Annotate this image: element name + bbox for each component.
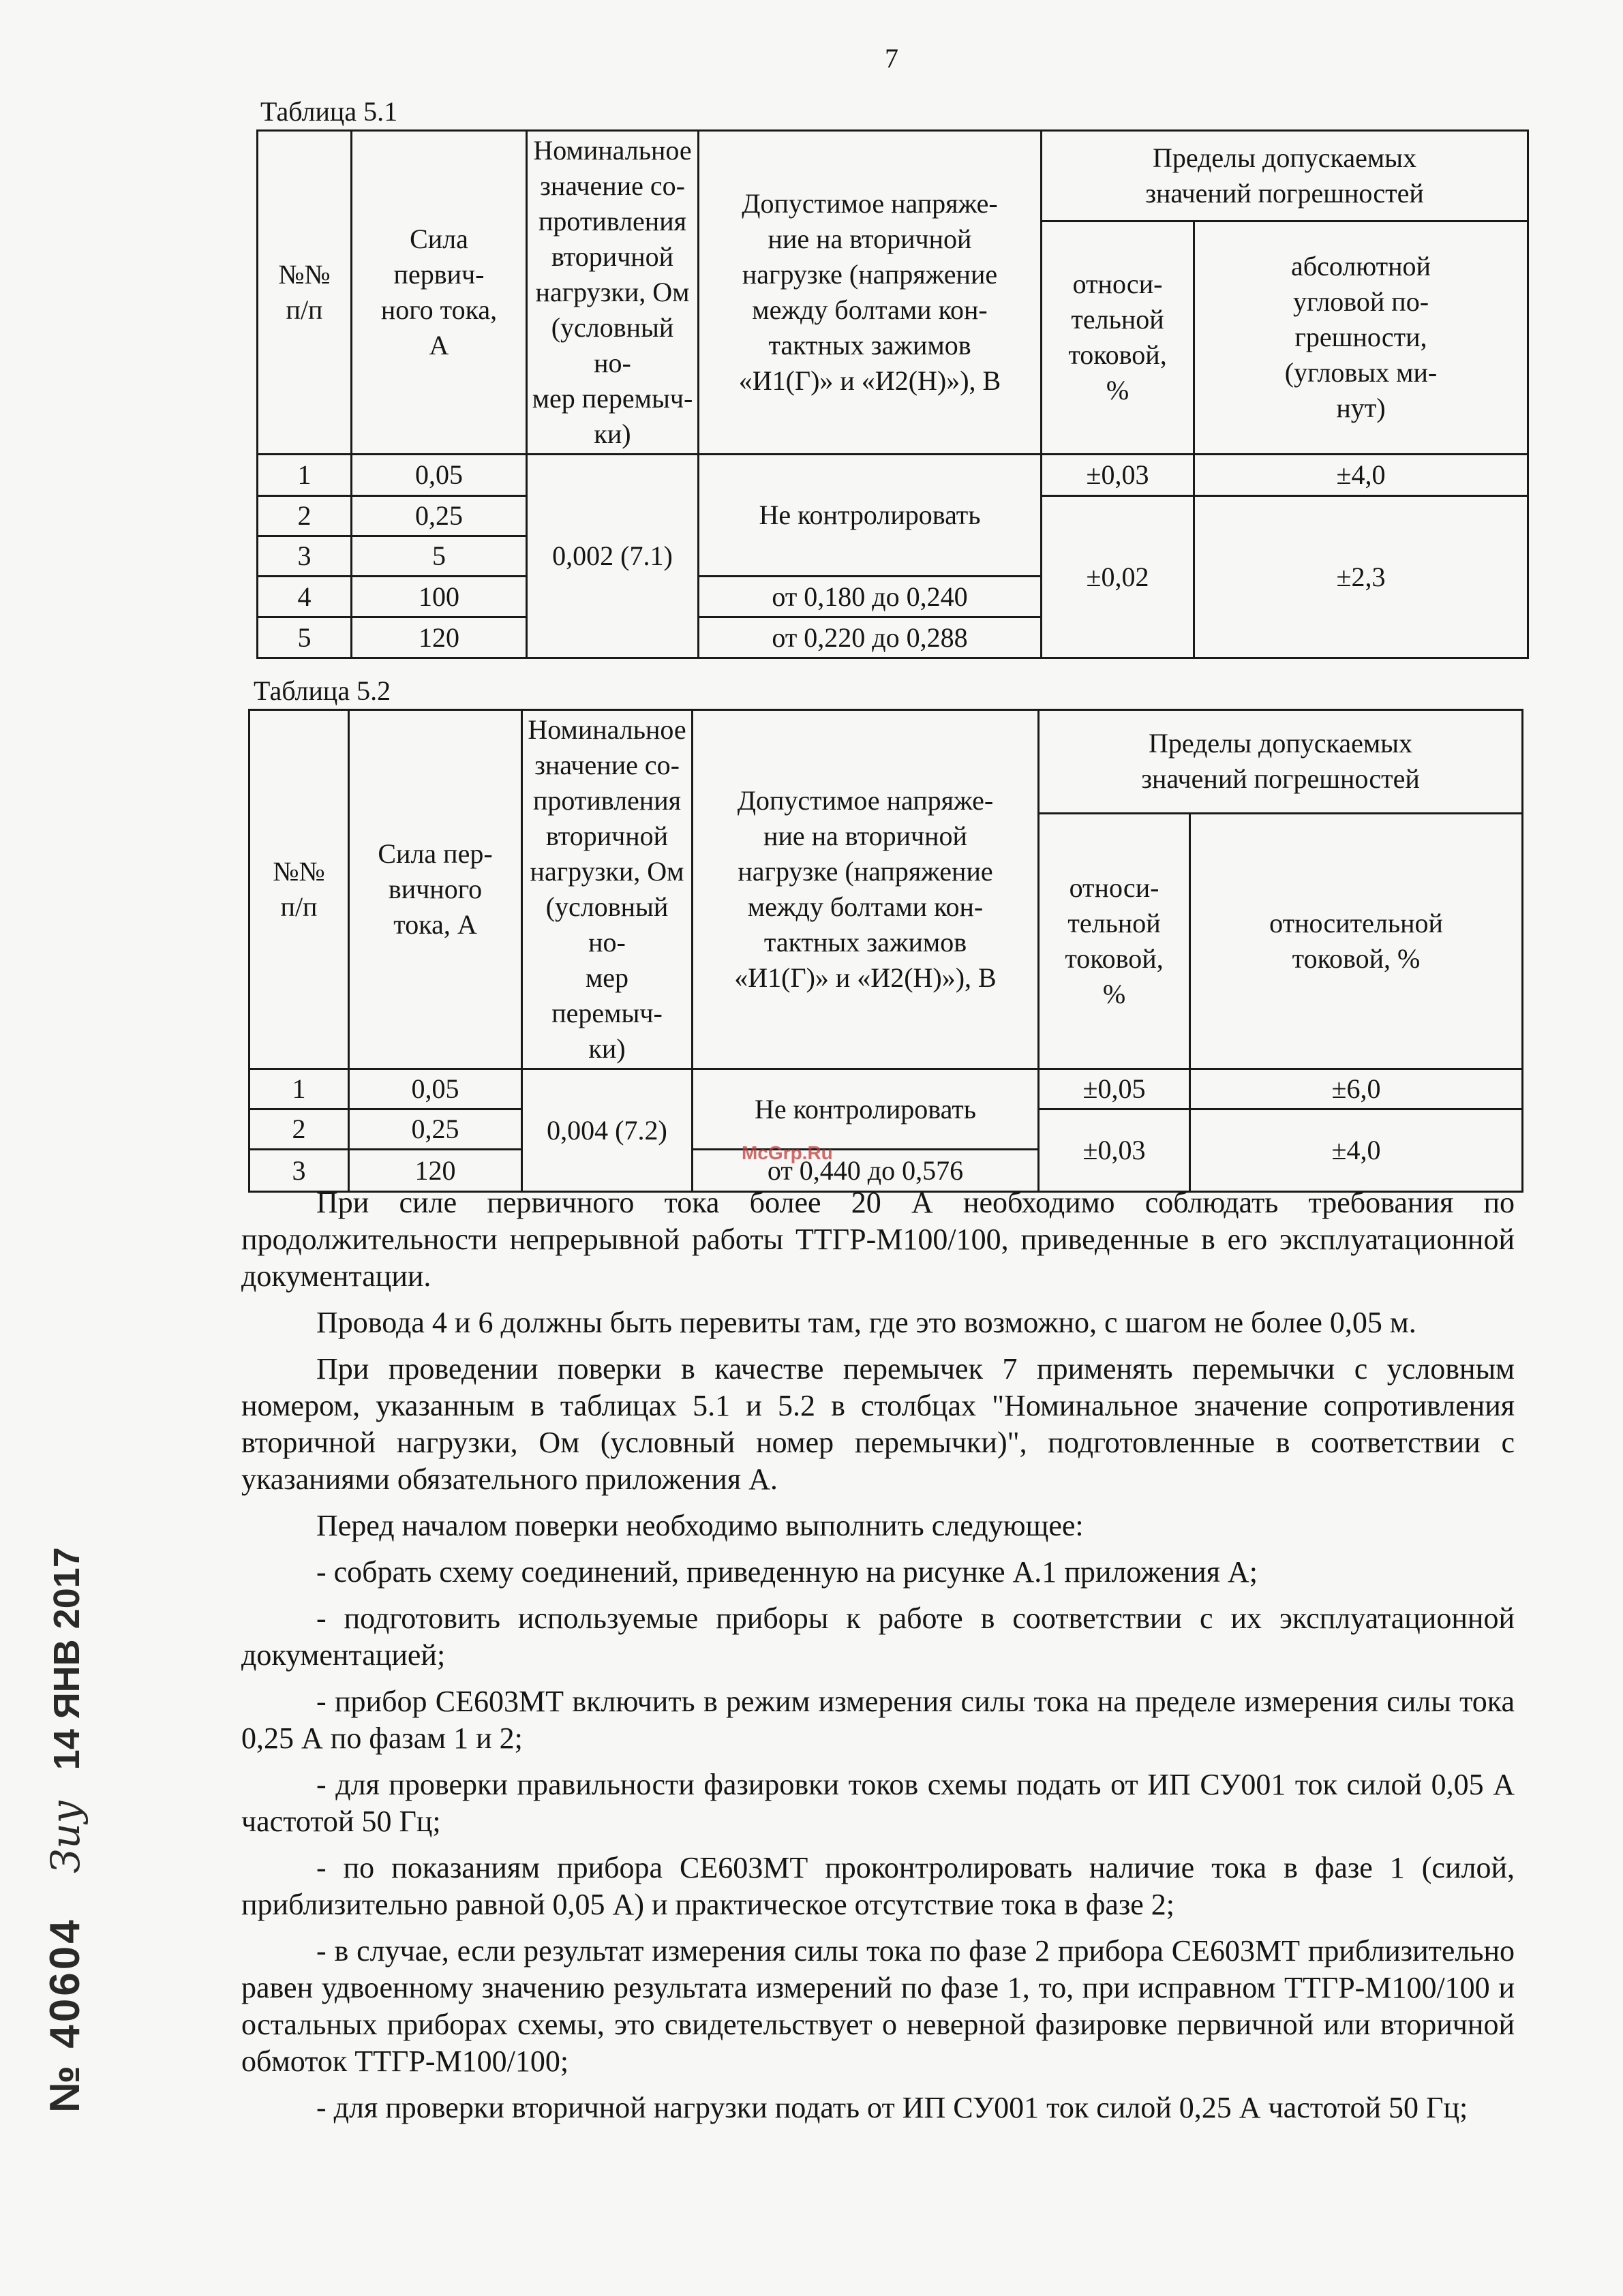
t2-row3-num: 3 <box>249 1150 349 1192</box>
t1-header-voltage: Допустимое напряже- ние на вторичной нагрузке (напряжение между болтами кон- тактных зажимов «И1(Г)» и «И2(Н)»), В <box>699 131 1042 455</box>
t1-header-relative: относи- тельной токовой, % <box>1042 221 1194 454</box>
body-text <box>241 1184 1515 2136</box>
list-item-2: - подготовить используемые приборы к работе в соответствии с их эксплуатационной документацией; <box>241 1602 1515 1672</box>
t1-voltage-not-controlled: Не контролировать <box>699 455 1042 577</box>
t1-row4-num: 4 <box>258 577 352 617</box>
t1-row4-current: 100 <box>352 577 527 617</box>
t1-abs-2: ±2,3 <box>1194 496 1528 658</box>
stamp-number: № 40604 <box>42 1917 89 2113</box>
t2-resistance-value: 0,004 (7.2) <box>522 1069 693 1192</box>
page-number: 7 <box>885 43 898 74</box>
table1 <box>256 129 1529 659</box>
t1-header-limits: Пределы допускаемых значений погрешностей <box>1042 131 1528 221</box>
t2-row1-num: 1 <box>249 1069 349 1109</box>
t1-resistance-value: 0,002 (7.1) <box>527 455 699 658</box>
list-item-4: - для проверки правильности фазировки токов схемы подать от ИП СУ001 ток силой 0,05 А частотой 50 Гц; <box>241 1768 1515 1838</box>
list-item-7: - для проверки вторичной нагрузки подать от ИП СУ001 ток силой 0,25 А частотой 50 Гц; <box>316 2091 1468 2124</box>
stamp-date: 14 ЯНВ 2017 <box>46 1547 87 1771</box>
t2-header-num: №№ п/п <box>249 710 349 1069</box>
t1-header-absolute: абсолютной угловой по- грешности, (угловых ми- нут) <box>1194 221 1528 454</box>
table2-caption: Таблица 5.2 <box>254 675 391 706</box>
t1-row2-current: 0,25 <box>352 496 527 536</box>
t2-val-2: ±4,0 <box>1190 1109 1523 1192</box>
t2-voltage-row3: от 0,440 до 0,576 <box>693 1150 1039 1192</box>
t2-val-1: ±6,0 <box>1190 1069 1523 1109</box>
paragraph-3: При проведении поверки в качестве перемычек 7 применять перемычки с условным номером, указанным в таблицах 5.1 и 5.2 в столбцах "Номинальное значение сопротивления вторичной нагрузки, Ом (условный номер перемычки)", подготовленные в соответствии с указаниями обязательного приложения А. <box>241 1352 1515 1496</box>
t1-row1-num: 1 <box>258 455 352 496</box>
t1-row3-current: 5 <box>352 536 527 577</box>
t2-header-voltage: Допустимое напряже- ние на вторичной нагрузке (напряжение между болтами кон- тактных зажимов «И1(Г)» и «И2(Н)»), В <box>693 710 1039 1069</box>
t2-header-relative-2: относительной токовой, % <box>1190 813 1523 1069</box>
table2 <box>248 709 1523 1193</box>
list-item-3: - прибор СЕ603МТ включить в режим измерения силы тока на пределе измерения силы тока 0,25 А по фазам 1 и 2; <box>241 1685 1515 1755</box>
watermark: McGrp.Ru <box>742 1142 833 1163</box>
t1-row5-current: 120 <box>352 617 527 658</box>
t1-header-num: №№ п/п <box>258 131 352 455</box>
t2-row3-current: 120 <box>349 1150 522 1192</box>
registration-stamp <box>41 1547 89 2113</box>
t2-row2-current: 0,25 <box>349 1109 522 1150</box>
paragraph-4: Перед началом поверки необходимо выполнить следующее: <box>316 1509 1084 1542</box>
t2-rel-1: ±0,05 <box>1039 1069 1190 1109</box>
list-item-1: - собрать схему соединений, приведенную на рисунке А.1 приложения А; <box>316 1555 1258 1589</box>
stamp-signature: Зиу <box>42 1800 89 1873</box>
t2-header-current: Сила пер- вичного тока, А <box>349 710 522 1069</box>
t1-row5-num: 5 <box>258 617 352 658</box>
t1-voltage-row4: от 0,180 до 0,240 <box>699 577 1042 617</box>
t1-row1-current: 0,05 <box>352 455 527 496</box>
t1-abs-1: ±4,0 <box>1194 455 1528 496</box>
t1-header-current: Сила первич- ного тока, А <box>352 131 527 455</box>
t2-row2-num: 2 <box>249 1109 349 1150</box>
t1-row2-num: 2 <box>258 496 352 536</box>
t1-row3-num: 3 <box>258 536 352 577</box>
t1-rel-2: ±0,02 <box>1042 496 1194 658</box>
t2-header-relative: относи- тельной токовой, % <box>1039 813 1190 1069</box>
paragraph-2: Провода 4 и 6 должны быть перевиты там, где это возможно, с шагом не более 0,05 м. <box>316 1306 1416 1339</box>
table1-caption: Таблица 5.1 <box>260 96 398 127</box>
t2-header-limits: Пределы допускаемых значений погрешностей <box>1039 710 1523 814</box>
t1-voltage-row5: от 0,220 до 0,288 <box>699 617 1042 658</box>
t2-voltage-not-controlled: Не контролировать <box>693 1069 1039 1150</box>
t1-rel-1: ±0,03 <box>1042 455 1194 496</box>
t2-rel-2: ±0,03 <box>1039 1109 1190 1192</box>
paragraph-1: При силе первичного тока более 20 А необходимо соблюдать требования по продолжительности непрерывной работы ТТГР-М100/100, приведенные в его эксплуатационной документации. <box>241 1186 1515 1293</box>
list-item-5: - по показаниям прибора СЕ603МТ проконтролировать наличие тока в фазе 1 (силой, приблизительно равной 0,05 А) и практическое отсутствие тока в фазе 2; <box>241 1851 1515 1921</box>
list-item-6: - в случае, если результат измерения силы тока по фазе 2 прибора СЕ603МТ приблизительно равен удвоенному значению результата измерений по фазе 1, то, при исправном ТТГР-М100/100 и остальных приборах схемы, это свидетельствует о неверной фазировке первичной или вторичной обмоток ТТГР-М100/100; <box>241 1934 1515 2078</box>
t1-header-resistance: Номинальное значение со- противления вторичной нагрузки, Ом (условный но- мер перемыч- ки) <box>527 131 699 455</box>
t2-header-resistance: Номинальное значение со- противления вторичной нагрузки, Ом (условный но- мер перемыч- ки) <box>522 710 693 1069</box>
t2-row1-current: 0,05 <box>349 1069 522 1109</box>
